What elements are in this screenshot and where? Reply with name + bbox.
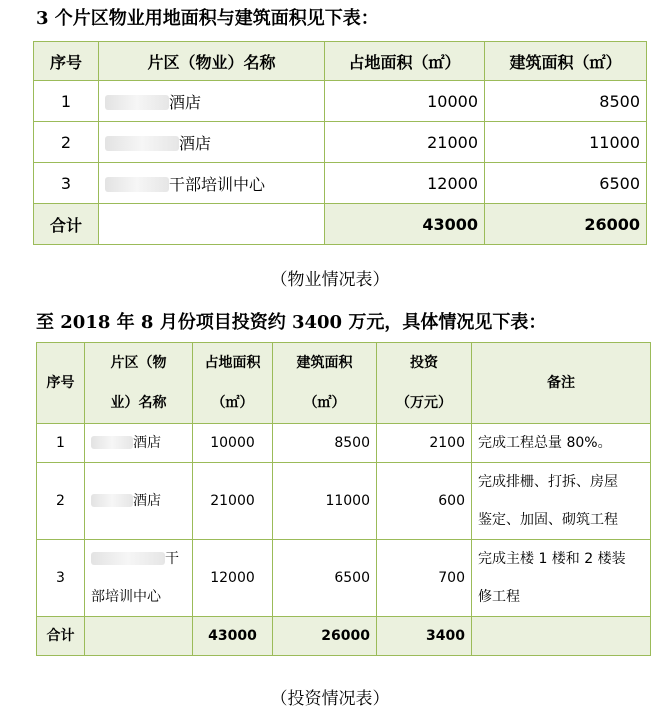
redacted-text bbox=[105, 136, 179, 150]
investment-table bbox=[36, 342, 651, 656]
row-no: 2 bbox=[37, 463, 85, 540]
row-building-area: 11000 bbox=[273, 463, 377, 540]
row-no: 3 bbox=[34, 163, 99, 204]
header-name: 片区（物业）名称 bbox=[99, 42, 325, 81]
total-building-area: 26000 bbox=[273, 617, 377, 656]
header-building-area: 建筑面积（㎡） bbox=[485, 42, 647, 81]
redacted-text bbox=[91, 494, 133, 507]
table-header-row bbox=[34, 42, 647, 81]
row-investment: 700 bbox=[377, 540, 472, 617]
table-header-row bbox=[37, 343, 651, 424]
row-no: 3 bbox=[37, 540, 85, 617]
total-investment: 3400 bbox=[377, 617, 472, 656]
table-row bbox=[34, 81, 647, 122]
heading-property-summary: 3 个片区物业用地面积与建筑面积见下表： bbox=[36, 8, 379, 29]
row-no: 2 bbox=[34, 122, 99, 163]
total-label: 合计 bbox=[34, 204, 99, 245]
header-name: 片区（物 业）名称 bbox=[85, 343, 193, 424]
row-building-area: 8500 bbox=[485, 81, 647, 122]
header-no: 序号 bbox=[34, 42, 99, 81]
header-no: 序号 bbox=[37, 343, 85, 424]
row-name: 酒店 bbox=[85, 424, 193, 463]
total-name-empty bbox=[85, 617, 193, 656]
header-notes: 备注 bbox=[472, 343, 651, 424]
table-row bbox=[37, 540, 651, 617]
row-land-area: 12000 bbox=[325, 163, 485, 204]
row-land-area: 10000 bbox=[325, 81, 485, 122]
table-row bbox=[34, 163, 647, 204]
row-investment: 600 bbox=[377, 463, 472, 540]
row-name: 酒店 bbox=[99, 81, 325, 122]
total-land-area: 43000 bbox=[193, 617, 273, 656]
table-row bbox=[37, 424, 651, 463]
total-building-area: 26000 bbox=[485, 204, 647, 245]
total-name-empty bbox=[99, 204, 325, 245]
row-land-area: 21000 bbox=[193, 463, 273, 540]
header-land-area: 占地面积 （㎡） bbox=[193, 343, 273, 424]
row-no: 1 bbox=[37, 424, 85, 463]
total-note-empty bbox=[472, 617, 651, 656]
header-investment: 投资 （万元） bbox=[377, 343, 472, 424]
header-building-area: 建筑面积 （㎡） bbox=[273, 343, 377, 424]
row-building-area: 8500 bbox=[273, 424, 377, 463]
table-total-row bbox=[34, 204, 647, 245]
row-name: 酒店 bbox=[99, 122, 325, 163]
heading-investment-summary: 至 2018 年 8 月份项目投资约 3400 万元，具体情况见下表： bbox=[36, 312, 547, 333]
row-note: 完成排栅、打拆、房屋 鉴定、加固、砌筑工程 bbox=[472, 463, 651, 540]
table-total-row bbox=[37, 617, 651, 656]
row-building-area: 6500 bbox=[485, 163, 647, 204]
row-land-area: 12000 bbox=[193, 540, 273, 617]
row-note: 完成工程总量 80%。 bbox=[472, 424, 651, 463]
table-row bbox=[34, 122, 647, 163]
total-label: 合计 bbox=[37, 617, 85, 656]
redacted-text bbox=[91, 552, 165, 565]
caption-property-table: （物业情况表） bbox=[270, 270, 390, 290]
row-no: 1 bbox=[34, 81, 99, 122]
row-note: 完成主楼 1 楼和 2 楼装 修工程 bbox=[472, 540, 651, 617]
table-row bbox=[37, 463, 651, 540]
total-land-area: 43000 bbox=[325, 204, 485, 245]
redacted-text bbox=[105, 95, 169, 109]
redacted-text bbox=[105, 177, 169, 191]
caption-investment-table: （投资情况表） bbox=[270, 689, 390, 709]
header-land-area: 占地面积（㎡） bbox=[325, 42, 485, 81]
row-building-area: 11000 bbox=[485, 122, 647, 163]
redacted-text bbox=[91, 436, 133, 449]
row-name: 干部培训中心 bbox=[99, 163, 325, 204]
row-name: 干 部培训中心 bbox=[85, 540, 193, 617]
row-land-area: 10000 bbox=[193, 424, 273, 463]
row-building-area: 6500 bbox=[273, 540, 377, 617]
row-land-area: 21000 bbox=[325, 122, 485, 163]
row-investment: 2100 bbox=[377, 424, 472, 463]
row-name: 酒店 bbox=[85, 463, 193, 540]
property-table bbox=[33, 41, 647, 245]
